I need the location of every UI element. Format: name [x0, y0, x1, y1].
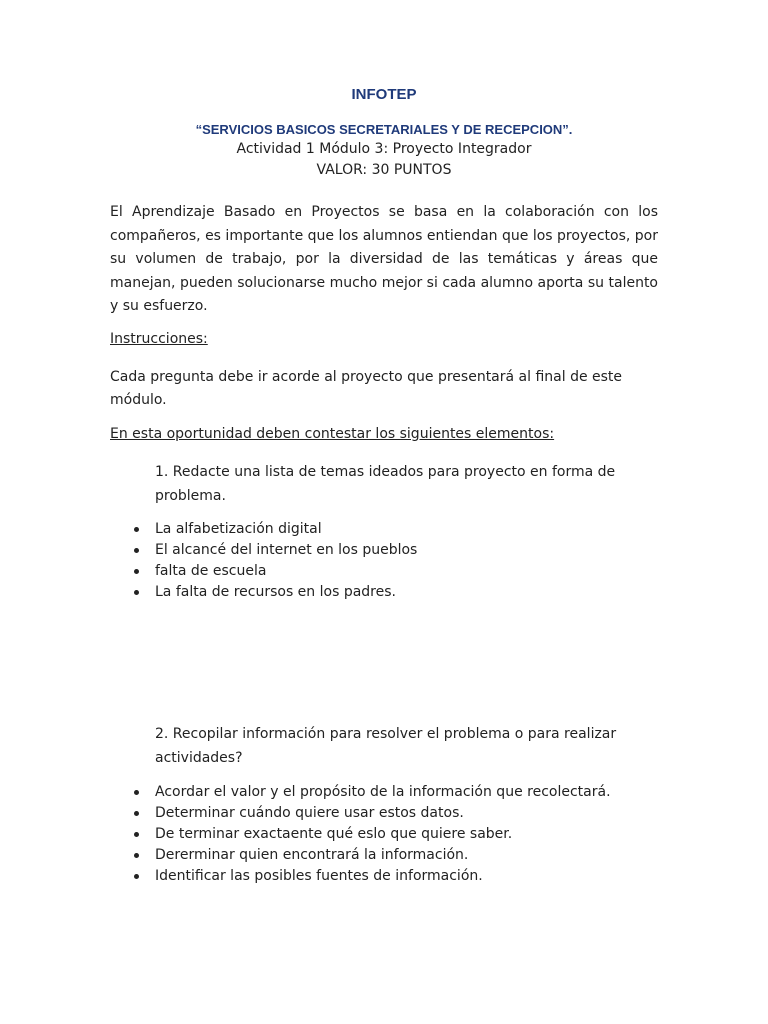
- bullet-icon: [134, 790, 139, 795]
- question-2: 2. Recopilar información para resolver el problema o para realizar actividades?: [155, 726, 617, 766]
- list-item-text: Acordar el valor y el propósito de la información que recolectará.: [155, 784, 611, 800]
- activity-title: Actividad 1 Módulo 3: Proyecto Integrador: [236, 141, 532, 157]
- list-item-text: La falta de recursos en los padres.: [155, 584, 396, 600]
- instructions-prompt: En esta oportunidad deben contestar los siguientes elementos:: [110, 426, 555, 442]
- list-item: [155, 561, 417, 582]
- list-item-text: El alcancé del internet en los pueblos: [155, 542, 418, 558]
- instructions-text: Cada pregunta debe ir acorde al proyecto que presentará al final de este módulo.: [110, 369, 623, 408]
- bullet-icon: [134, 874, 139, 879]
- instructions-heading: Instrucciones:: [110, 331, 208, 347]
- question-2-list: [155, 782, 611, 887]
- question-1-list: [155, 519, 417, 603]
- list-item-text: falta de escuela: [155, 563, 267, 579]
- bullet-icon: [134, 569, 139, 574]
- org-title: INFOTEP: [351, 86, 417, 103]
- bullet-icon: [134, 527, 139, 532]
- list-item-text: La alfabetización digital: [155, 521, 322, 537]
- intro-paragraph: El Aprendizaje Basado en Proyectos se basa en la colaboración con los compañeros, es importante que los alumnos entiendan que los proyectos, por su volumen de trabajo, por la diversidad de las temáticas y áreas que manejan, pueden solucionarse mucho mejor si cada alumno aporta su talento y su esfuerzo.: [110, 204, 658, 314]
- bullet-icon: [134, 853, 139, 858]
- question-1: 1. Redacte una lista de temas ideados para proyecto en forma de problema.: [155, 464, 616, 504]
- bullet-icon: [134, 811, 139, 816]
- list-item: [155, 540, 417, 561]
- list-item-text: Dererminar quien encontrará la información.: [155, 847, 469, 863]
- list-item: [155, 824, 611, 845]
- course-title: “SERVICIOS BASICOS SECRETARIALES Y DE RECEPCION”.: [195, 122, 573, 137]
- list-item-text: Determinar cuándo quiere usar estos datos.: [155, 805, 464, 821]
- list-item: [155, 845, 611, 866]
- list-item: [155, 519, 417, 540]
- list-item-text: Identificar las posibles fuentes de información.: [155, 868, 483, 884]
- bullet-icon: [134, 832, 139, 837]
- activity-value: VALOR: 30 PUNTOS: [316, 162, 452, 178]
- list-item: [155, 582, 417, 603]
- list-item-text: De terminar exactaente qué eslo que quiere saber.: [155, 826, 513, 842]
- list-item: [155, 866, 611, 887]
- bullet-icon: [134, 590, 139, 595]
- list-item: [155, 782, 611, 803]
- list-item: [155, 803, 611, 824]
- bullet-icon: [134, 548, 139, 553]
